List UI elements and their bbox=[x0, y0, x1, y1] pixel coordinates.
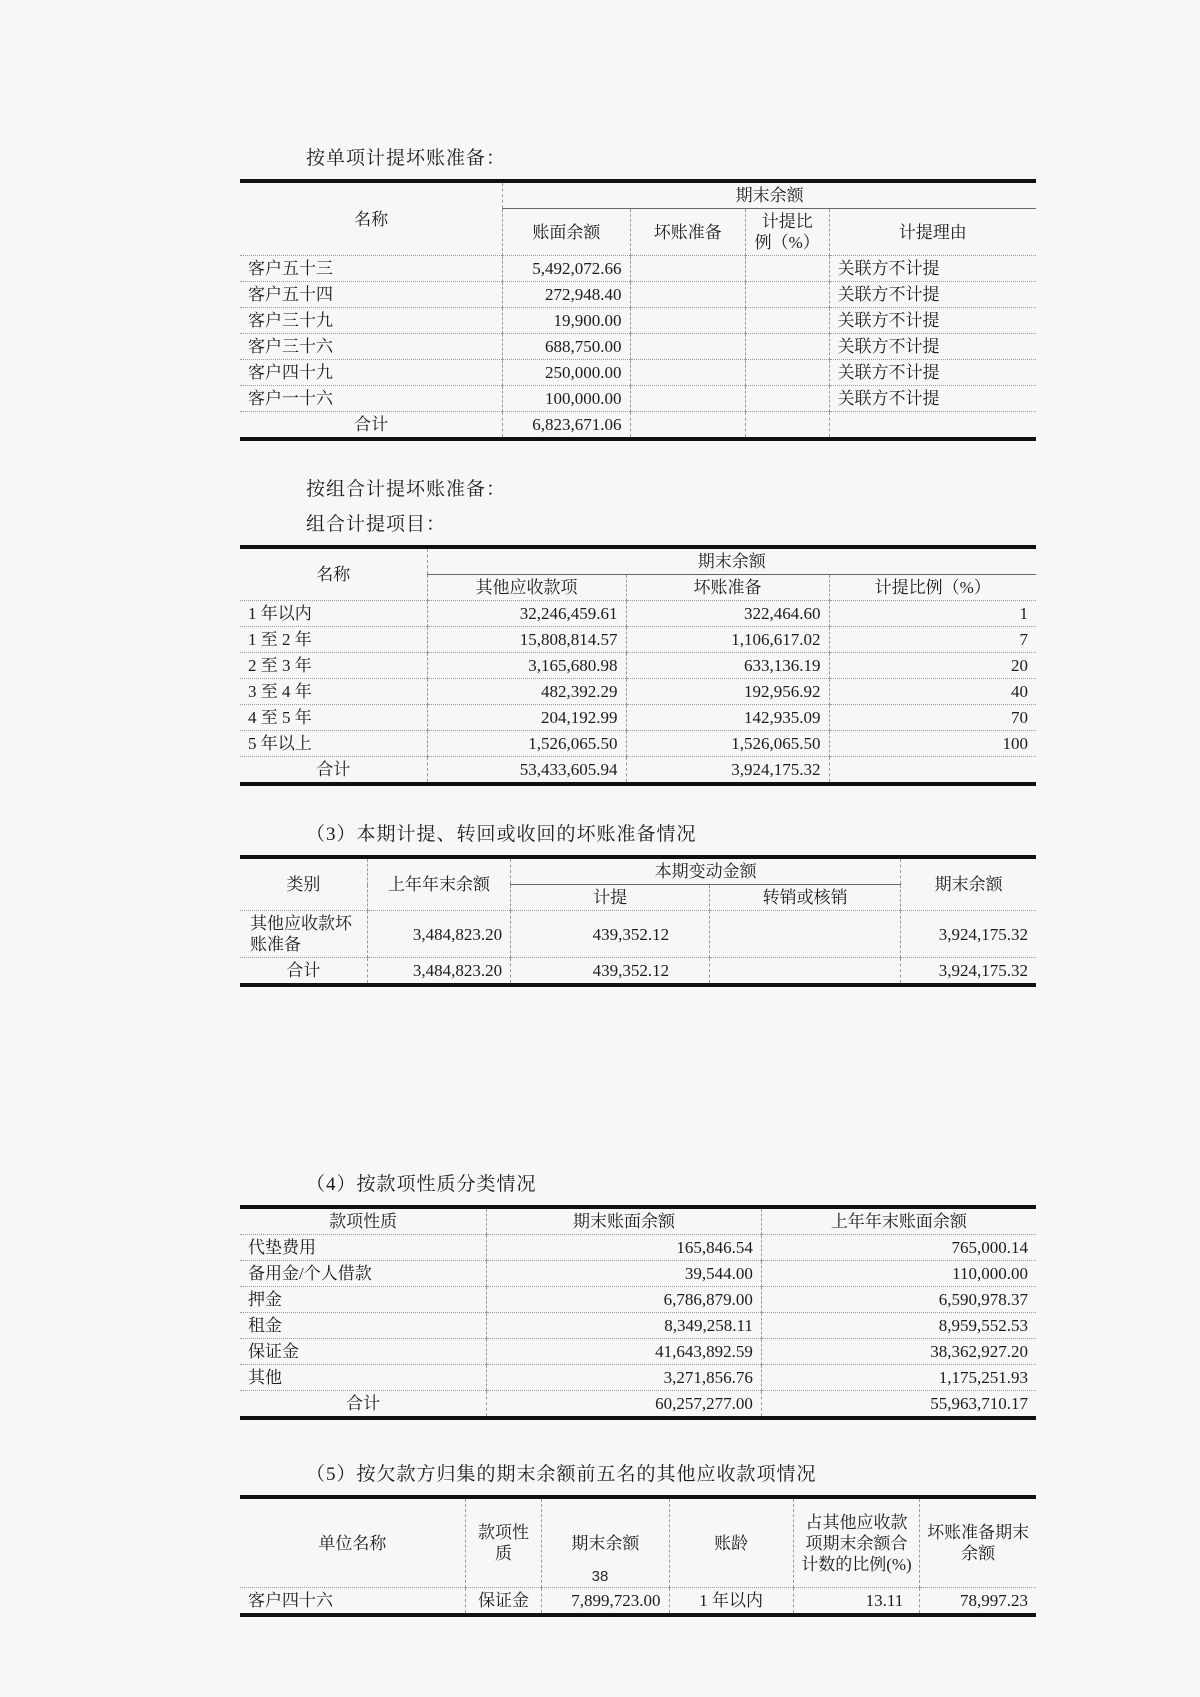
cell-receivable: 1,526,065.50 bbox=[427, 731, 626, 757]
cell-ratio bbox=[745, 412, 829, 440]
cell-ratio bbox=[745, 308, 829, 334]
table-row bbox=[240, 1313, 1036, 1339]
cell-nature: 押金 bbox=[240, 1287, 487, 1313]
cell-total-book-balance: 6,823,671.06 bbox=[503, 412, 630, 440]
cell-receivable: 204,192.99 bbox=[427, 705, 626, 731]
cell-book-balance: 100,000.00 bbox=[503, 386, 630, 412]
cell-provision: 142,935.09 bbox=[626, 705, 829, 731]
cell-ratio: 7 bbox=[829, 627, 1036, 653]
cell-unit-name: 客户四十六 bbox=[240, 1588, 465, 1616]
header-row bbox=[240, 547, 1036, 575]
cell-prior-balance: 6,590,978.37 bbox=[761, 1287, 1036, 1313]
cell-ratio bbox=[745, 334, 829, 360]
column-header-prior-year-balance: 上年年末余额 bbox=[367, 857, 510, 911]
column-header-ending-balance-group: 期末余额 bbox=[503, 181, 1036, 209]
column-header-current-movement-group: 本期变动金额 bbox=[511, 857, 901, 885]
cell-provision: 322,464.60 bbox=[626, 601, 829, 627]
table-row bbox=[240, 627, 1036, 653]
cell-total-receivable: 53,433,605.94 bbox=[427, 757, 626, 785]
cell-book-balance: 5,492,072.66 bbox=[503, 256, 630, 282]
cell-reason: 关联方不计提 bbox=[829, 308, 1036, 334]
cell-total-writeoff bbox=[710, 958, 901, 986]
total-row bbox=[240, 412, 1036, 440]
column-header-provision-ending-balance: 坏账准备期末余额 bbox=[920, 1497, 1036, 1588]
cell-ending-balance: 41,643,892.59 bbox=[487, 1339, 762, 1365]
cell-book-balance: 272,948.40 bbox=[503, 282, 630, 308]
cell-writeoff bbox=[710, 911, 901, 958]
cell-reason: 关联方不计提 bbox=[829, 256, 1036, 282]
column-header-name: 名称 bbox=[354, 209, 389, 229]
cell-receivable: 15,808,814.57 bbox=[427, 627, 626, 653]
column-header-unit-name: 单位名称 bbox=[318, 1533, 387, 1553]
header-row bbox=[240, 1207, 1036, 1235]
table-row bbox=[240, 653, 1036, 679]
nature-classification-table bbox=[240, 1205, 1036, 1420]
cell-nature: 代垫费用 bbox=[240, 1235, 487, 1261]
table-row bbox=[240, 256, 1036, 282]
cell-aging: 1 年以内 bbox=[669, 1588, 793, 1616]
cell-nature: 保证金 bbox=[240, 1339, 487, 1365]
cell-ending-balance: 3,924,175.32 bbox=[901, 911, 1036, 958]
cell-provision bbox=[630, 386, 745, 412]
section1-title: 按单项计提坏账准备： bbox=[306, 148, 507, 169]
cell-total-accrual: 439,352.12 bbox=[511, 958, 710, 986]
cell-total-provision: 3,924,175.32 bbox=[626, 757, 829, 785]
cell-provision: 633,136.19 bbox=[626, 653, 829, 679]
table-row bbox=[240, 308, 1036, 334]
column-header-proportion: 占其他应收款项期末余额合计数的比例(%) bbox=[793, 1497, 920, 1588]
cell-reason bbox=[829, 412, 1036, 440]
cell-reason: 关联方不计提 bbox=[829, 334, 1036, 360]
table-row bbox=[240, 601, 1036, 627]
cell-prior-balance: 8,959,552.53 bbox=[761, 1313, 1036, 1339]
column-header-ending-balance-group: 期末余额 bbox=[427, 547, 1036, 575]
cell-ending-balance: 3,271,856.76 bbox=[487, 1365, 762, 1391]
cell-ending-balance: 8,349,258.11 bbox=[487, 1313, 762, 1339]
column-header-ending-balance: 期末余额 bbox=[542, 1497, 669, 1588]
page-content bbox=[240, 0, 1036, 1617]
total-row bbox=[240, 958, 1036, 986]
provision-movement-table bbox=[240, 855, 1036, 987]
column-header-nature: 款项性质 bbox=[465, 1497, 541, 1588]
cell-prior-balance: 1,175,251.93 bbox=[761, 1365, 1036, 1391]
cell-ratio bbox=[745, 282, 829, 308]
cell-book-balance: 688,750.00 bbox=[503, 334, 630, 360]
column-header-name: 名称 bbox=[316, 565, 351, 584]
cell-prior-balance: 3,484,823.20 bbox=[367, 911, 510, 958]
top-five-debtors-table bbox=[240, 1495, 1036, 1617]
cell-total-prior-balance: 3,484,823.20 bbox=[367, 958, 510, 986]
column-header-provision-ratio: 计提比例（%） bbox=[745, 209, 829, 256]
column-header-category: 类别 bbox=[286, 875, 321, 894]
column-header-other-receivables: 其他应收款项 bbox=[427, 575, 626, 601]
cell-total-label: 合计 bbox=[240, 412, 503, 440]
cell-total-prior-balance: 55,963,710.17 bbox=[761, 1391, 1036, 1419]
cell-provision bbox=[630, 256, 745, 282]
header-row bbox=[240, 857, 1036, 885]
section5-title: （5）按欠款方归集的期末余额前五名的其他应收款项情况 bbox=[306, 1464, 817, 1485]
cell-provision bbox=[630, 412, 745, 440]
table-row bbox=[240, 1235, 1036, 1261]
header-row bbox=[240, 181, 1036, 209]
column-header-provision-ratio: 计提比例（%） bbox=[829, 575, 1036, 601]
cell-ratio: 100 bbox=[829, 731, 1036, 757]
cell-name: 客户五十四 bbox=[240, 282, 503, 308]
table-row bbox=[240, 1588, 1036, 1616]
cell-total-label: 合计 bbox=[240, 757, 427, 785]
cell-ending-balance: 6,786,879.00 bbox=[487, 1287, 762, 1313]
column-header-provision-reason: 计提理由 bbox=[829, 209, 1036, 256]
cell-provision: 78,997.23 bbox=[920, 1588, 1036, 1616]
cell-prior-balance: 38,362,927.20 bbox=[761, 1339, 1036, 1365]
column-header-accrual: 计提 bbox=[511, 885, 710, 911]
cell-receivable: 32,246,459.61 bbox=[427, 601, 626, 627]
cell-ratio: 1 bbox=[829, 601, 1036, 627]
cell-name: 客户四十九 bbox=[240, 360, 503, 386]
cell-aging: 4 至 5 年 bbox=[240, 705, 427, 731]
column-header-nature: 款项性质 bbox=[329, 1212, 398, 1231]
cell-total-ending-balance: 60,257,277.00 bbox=[487, 1391, 762, 1419]
column-header-bad-debt-provision: 坏账准备 bbox=[630, 209, 745, 256]
cell-aging: 1 至 2 年 bbox=[240, 627, 427, 653]
section2-subtitle: 组合计提项目： bbox=[306, 514, 447, 535]
table-row bbox=[240, 731, 1036, 757]
cell-proportion: 13.11 bbox=[793, 1588, 920, 1616]
cell-provision bbox=[630, 334, 745, 360]
cell-ratio bbox=[745, 386, 829, 412]
cell-ending-balance: 7,899,723.00 bbox=[542, 1588, 669, 1616]
cell-nature: 备用金/个人借款 bbox=[240, 1261, 487, 1287]
cell-total-label: 合计 bbox=[240, 1391, 487, 1419]
cell-ratio: 70 bbox=[829, 705, 1036, 731]
cell-ratio bbox=[829, 757, 1036, 785]
cell-category: 其他应收款坏账准备 bbox=[240, 911, 367, 958]
cell-total-ending-balance: 3,924,175.32 bbox=[901, 958, 1036, 986]
table-row bbox=[240, 705, 1036, 731]
cell-ending-balance: 165,846.54 bbox=[487, 1235, 762, 1261]
column-header-writeoff: 转销或核销 bbox=[710, 885, 901, 911]
cell-provision bbox=[630, 308, 745, 334]
page-number: 38 bbox=[591, 1568, 609, 1585]
table-row bbox=[240, 911, 1036, 958]
cell-ratio bbox=[745, 256, 829, 282]
table-row bbox=[240, 1287, 1036, 1313]
table-row bbox=[240, 679, 1036, 705]
cell-ending-balance: 39,544.00 bbox=[487, 1261, 762, 1287]
column-header-aging: 账龄 bbox=[669, 1497, 793, 1588]
cell-provision bbox=[630, 360, 745, 386]
column-header-bad-debt-provision: 坏账准备 bbox=[626, 575, 829, 601]
cell-aging: 2 至 3 年 bbox=[240, 653, 427, 679]
cell-provision bbox=[630, 282, 745, 308]
cell-reason: 关联方不计提 bbox=[829, 360, 1036, 386]
cell-prior-balance: 765,000.14 bbox=[761, 1235, 1036, 1261]
section4-title: （4）按款项性质分类情况 bbox=[306, 1174, 537, 1195]
column-header-book-balance: 账面余额 bbox=[503, 209, 630, 256]
cell-ratio: 40 bbox=[829, 679, 1036, 705]
cell-reason: 关联方不计提 bbox=[829, 282, 1036, 308]
cell-name: 客户五十三 bbox=[240, 256, 503, 282]
cell-book-balance: 19,900.00 bbox=[503, 308, 630, 334]
column-header-prior-year-book-balance: 上年年末账面余额 bbox=[761, 1207, 1036, 1235]
table-row bbox=[240, 282, 1036, 308]
table-row bbox=[240, 1261, 1036, 1287]
total-row bbox=[240, 757, 1036, 785]
section3-title: （3）本期计提、转回或收回的坏账准备情况 bbox=[306, 824, 697, 845]
cell-aging: 1 年以内 bbox=[240, 601, 427, 627]
cell-aging: 3 至 4 年 bbox=[240, 679, 427, 705]
table-row bbox=[240, 386, 1036, 412]
cell-total-label: 合计 bbox=[240, 958, 367, 986]
individual-provision-table bbox=[240, 179, 1036, 441]
cell-name: 客户三十九 bbox=[240, 308, 503, 334]
cell-name: 客户三十六 bbox=[240, 334, 503, 360]
cell-reason: 关联方不计提 bbox=[829, 386, 1036, 412]
cell-nature: 其他 bbox=[240, 1365, 487, 1391]
cell-receivable: 482,392.29 bbox=[427, 679, 626, 705]
cell-ratio bbox=[745, 360, 829, 386]
cell-provision: 1,106,617.02 bbox=[626, 627, 829, 653]
cell-prior-balance: 110,000.00 bbox=[761, 1261, 1036, 1287]
collective-provision-table bbox=[240, 545, 1036, 786]
table-row bbox=[240, 360, 1036, 386]
total-row bbox=[240, 1391, 1036, 1419]
column-header-ending-balance: 期末余额 bbox=[901, 857, 1036, 911]
section2-title: 按组合计提坏账准备： bbox=[306, 479, 507, 500]
cell-receivable: 3,165,680.98 bbox=[427, 653, 626, 679]
cell-aging: 5 年以上 bbox=[240, 731, 427, 757]
table-row bbox=[240, 334, 1036, 360]
cell-name: 客户一十六 bbox=[240, 386, 503, 412]
cell-ratio: 20 bbox=[829, 653, 1036, 679]
cell-accrual: 439,352.12 bbox=[511, 911, 710, 958]
table-row bbox=[240, 1339, 1036, 1365]
cell-provision: 1,526,065.50 bbox=[626, 731, 829, 757]
cell-nature: 租金 bbox=[240, 1313, 487, 1339]
table-row bbox=[240, 1365, 1036, 1391]
cell-book-balance: 250,000.00 bbox=[503, 360, 630, 386]
column-header-ending-book-balance: 期末账面余额 bbox=[487, 1207, 762, 1235]
cell-provision: 192,956.92 bbox=[626, 679, 829, 705]
cell-nature: 保证金 bbox=[465, 1588, 541, 1616]
